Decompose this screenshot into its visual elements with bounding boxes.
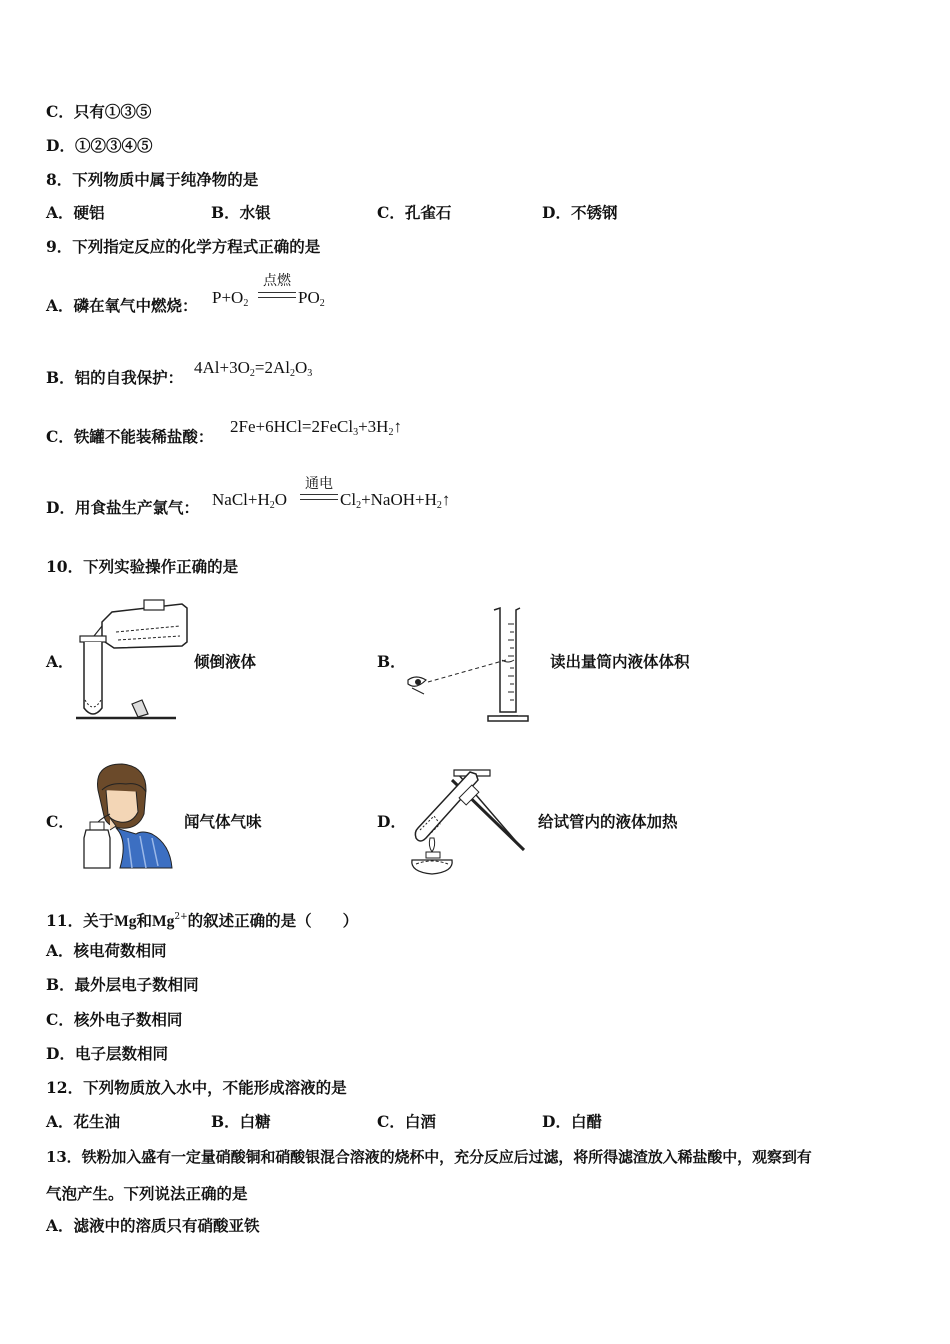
prev-option-c: C．只有①③⑤ (46, 102, 152, 121)
q12-option-a: A．花生油 (46, 1112, 121, 1131)
q9-c-equation: $2Fe+6HCl=2FeCl_3+3H_2↑$ (230, 417, 402, 438)
q9-option-a-label: A．磷在氧气中燃烧： (46, 296, 198, 315)
q12-option-d: D．白醋 (542, 1112, 602, 1131)
q12-option-c: C．白酒 (377, 1112, 436, 1131)
q9-option-b-label: B．铝的自我保护： (46, 368, 184, 387)
q10-option-a-text: 倾倒液体 (194, 652, 257, 671)
q9-d-right: $Cl_2+NaOH+H_2↑$ (340, 490, 451, 511)
q9-a-left: $P+O_2$ (212, 288, 249, 309)
q8-option-b: B．水银 (211, 203, 271, 222)
q11-option-b: B．最外层电子数相同 (46, 975, 199, 994)
q9-a-double-bar (258, 292, 296, 298)
q9-a-condition: 点燃 (263, 273, 291, 289)
q9-d-condition: 通电 (305, 476, 333, 492)
q10-stem: 10．下列实验操作正确的是 (46, 557, 239, 576)
prev-option-d: D．①②③④⑤ (46, 136, 153, 155)
q10-option-c-text: 闻气体气味 (184, 812, 262, 831)
q11-option-d: D．电子层数相同 (46, 1044, 168, 1063)
q9-d-double-bar (300, 494, 338, 500)
q9-stem: 9．下列指定反应的化学方程式正确的是 (46, 237, 321, 256)
heating-test-tube-illustration (402, 766, 530, 878)
q13-stem-line1: 13．铁粉加入盛有一定量硝酸铜和硝酸银混合溶液的烧杯中，充分反应后过滤，将所得滤渣放入稀盐酸中，观察到有 (46, 1148, 812, 1166)
q11-stem: 11．关于Mg和$Mg^{2+}$的叙述正确的是（ ） (46, 911, 359, 930)
q10-option-d-text: 给试管内的液体加热 (538, 812, 678, 831)
q10-option-a-letter: A． (46, 652, 74, 671)
q12-stem: 12．下列物质放入水中，不能形成溶液的是 (46, 1078, 347, 1097)
measuring-cylinder-illustration (404, 604, 534, 728)
q9-d-left: $NaCl+H_2O$ (212, 490, 288, 511)
q11-option-a: A．核电荷数相同 (46, 941, 167, 960)
q9-option-d-label: D．用食盐生产氯气： (46, 498, 199, 517)
q9-a-right: $PO_2$ (298, 288, 325, 309)
q10-option-d-letter: D． (377, 812, 406, 831)
q9-b-equation: $4Al+3O_2=2Al_2O_3$ (194, 358, 313, 379)
pouring-liquid-illustration (72, 596, 192, 726)
q10-option-b-letter: B． (377, 652, 406, 671)
q8-option-c: C．孔雀石 (377, 203, 452, 222)
smelling-gas-illustration (80, 760, 180, 872)
q12-option-b: B．白糖 (211, 1112, 271, 1131)
q8-stem: 8．下列物质中属于纯净物的是 (46, 170, 259, 189)
q8-option-d: D．不锈钢 (542, 203, 618, 222)
q9-option-c-label: C．铁罐不能装稀盐酸： (46, 427, 214, 446)
q13-stem-line2: 气泡产生。下列说法正确的是 (46, 1184, 248, 1203)
q11-option-c: C．核外电子数相同 (46, 1010, 183, 1029)
q10-option-b-text: 读出量筒内液体体积 (550, 652, 690, 671)
q10-option-c-letter: C． (46, 812, 74, 831)
q8-option-a: A．硬铝 (46, 203, 105, 222)
q13-option-a: A．滤液中的溶质只有硝酸亚铁 (46, 1216, 260, 1235)
